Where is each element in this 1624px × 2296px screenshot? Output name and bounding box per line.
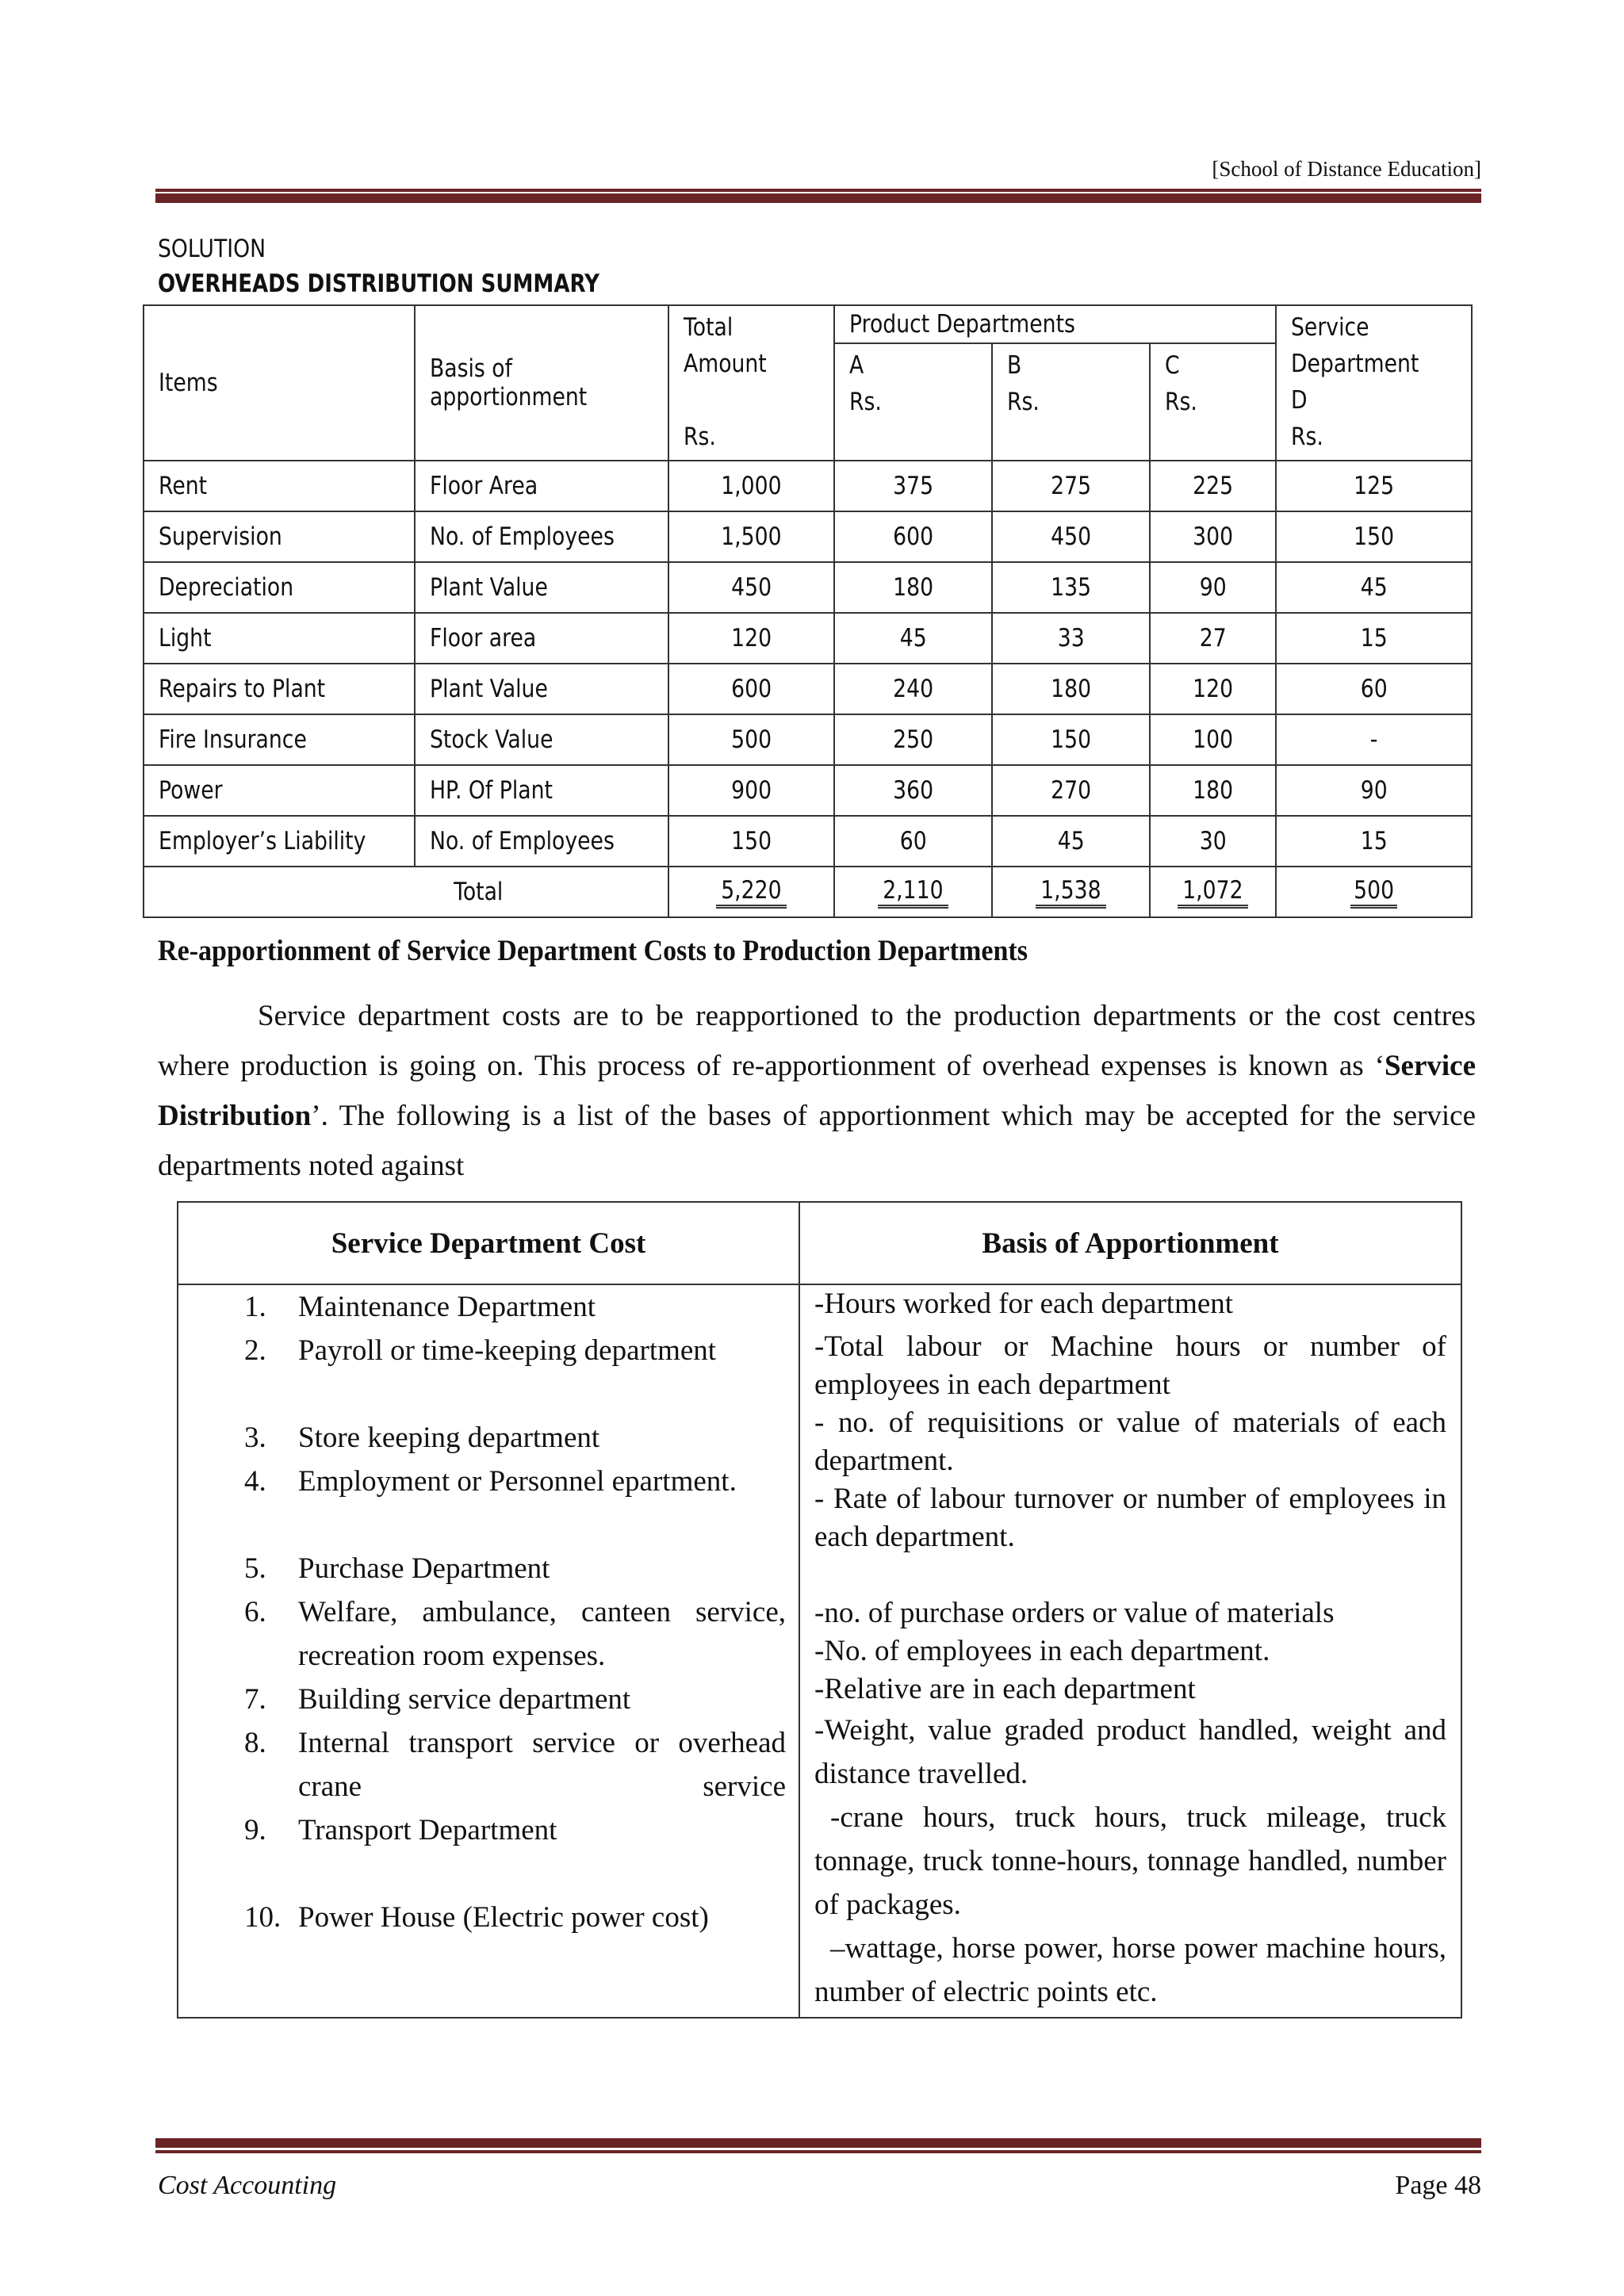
header-basis-of-apportionment: Basis of Apportionment (799, 1202, 1461, 1284)
list-item: 10. Power House (Electric power cost) (244, 1901, 709, 1934)
header-service-department-cost: Service Department Cost (178, 1202, 799, 1284)
basis-item: -No. of employees in each department. (814, 1635, 1270, 1667)
solution-label: SOLUTION (158, 235, 266, 263)
list-item: 3. Store keeping department (244, 1422, 600, 1454)
list-item: 9. Transport Department (244, 1814, 557, 1846)
service-department-table (177, 1201, 1462, 2019)
summary-title: OVERHEADS DISTRIBUTION SUMMARY (158, 270, 599, 298)
header-dept-c: C Rs. (1150, 343, 1276, 461)
table-row: Supervision No. of Employees 1,500 600 450 300 150 (144, 511, 1472, 562)
list-item: 8. Internal transport service or overhead crane service (244, 1727, 786, 1803)
table-row: Depreciation Plant Value 450 180 135 90 45 (144, 562, 1472, 613)
basis-item: -Relative are in each department (814, 1673, 1196, 1705)
basis-item: -crane hours, truck hours, truck mileage, truck tonnage, truck tonne-hours, tonnage handled, number of packages. (814, 1801, 1446, 1921)
table-row: Fire Insurance Stock Value 500 250 150 100 - (144, 714, 1472, 765)
footer-page-number: Page 48 (1395, 2171, 1481, 2200)
table-row: Rent Floor Area 1,000 375 275 225 125 (144, 461, 1472, 511)
header-total: Total Amount Rs. (668, 305, 834, 461)
total-row: Total 5,220 2,110 1,538 1,072 500 (144, 867, 1472, 917)
table-row: Power HP. Of Plant 900 360 270 180 90 (144, 765, 1472, 816)
body-paragraph: Service department costs are to be reapportioned to the production departments or the cost centres where production is going on. This process of re-apportionment of overhead expenses is known as ‘Service Distribution’. The following is a list of the bases of apportionment which may be accepted for the service departments noted against (158, 1000, 1476, 1182)
header-product-departments: Product Departments (834, 305, 1276, 343)
list-item: 2. Payroll or time-keeping department (244, 1334, 717, 1367)
footer-rule-thin (155, 2150, 1481, 2153)
table-row: Repairs to Plant Plant Value 600 240 180 120 60 (144, 664, 1472, 714)
list-item: 6. Welfare, ambulance, canteen service, recreation room expenses. (244, 1596, 786, 1672)
overheads-table (143, 304, 1473, 918)
table-row: Light Floor area 120 45 33 27 15 (144, 613, 1472, 664)
basis-list (799, 1284, 1461, 2018)
grand-total: 5,220 (721, 875, 782, 905)
header-rule-thin (155, 189, 1481, 192)
basis-item: - no. of requisitions or value of materials of each department. (814, 1406, 1446, 1477)
basis-item: -Total labour or Machine hours or number of employees in each department (814, 1330, 1446, 1401)
basis-item: -Hours worked for each department (814, 1288, 1234, 1320)
header-dept-a: A Rs. (834, 343, 992, 461)
list-item: 7. Building service department (244, 1683, 631, 1716)
header-service-department: Service Department D Rs. (1276, 305, 1472, 461)
header-dept-b: B Rs. (992, 343, 1150, 461)
bold-term: Service Distribution (158, 1050, 1476, 1132)
basis-item: –wattage, horse power, horse power machine hours, number of electric points etc. (814, 1932, 1446, 2008)
footer-rule-thick (155, 2138, 1481, 2148)
basis-item: -no. of purchase orders or value of materials (814, 1597, 1335, 1629)
section-heading: Re-apportionment of Service Department Costs to Production Departments (158, 935, 1028, 967)
header-basis: Basis of apportionment (415, 305, 668, 461)
list-item: 4. Employment or Personnel epartment. (244, 1465, 737, 1498)
header-items: Items (144, 305, 415, 461)
list-item: 5. Purchase Department (244, 1552, 550, 1585)
list-item: 1. Maintenance Department (244, 1291, 596, 1323)
footer-course-title: Cost Accounting (158, 2171, 337, 2200)
header-institution: [School of Distance Education] (1212, 157, 1481, 181)
basis-item: - Rate of labour turnover or number of employees in each department. (814, 1483, 1446, 1553)
department-list (178, 1284, 799, 2018)
header-rule-thick (155, 193, 1481, 203)
total-label: Total (453, 878, 504, 906)
basis-item: -Weight, value graded product handled, weight and distance travelled. (814, 1714, 1446, 1790)
table-row: Employer’s Liability No. of Employees 150 60 45 30 15 (144, 816, 1472, 867)
